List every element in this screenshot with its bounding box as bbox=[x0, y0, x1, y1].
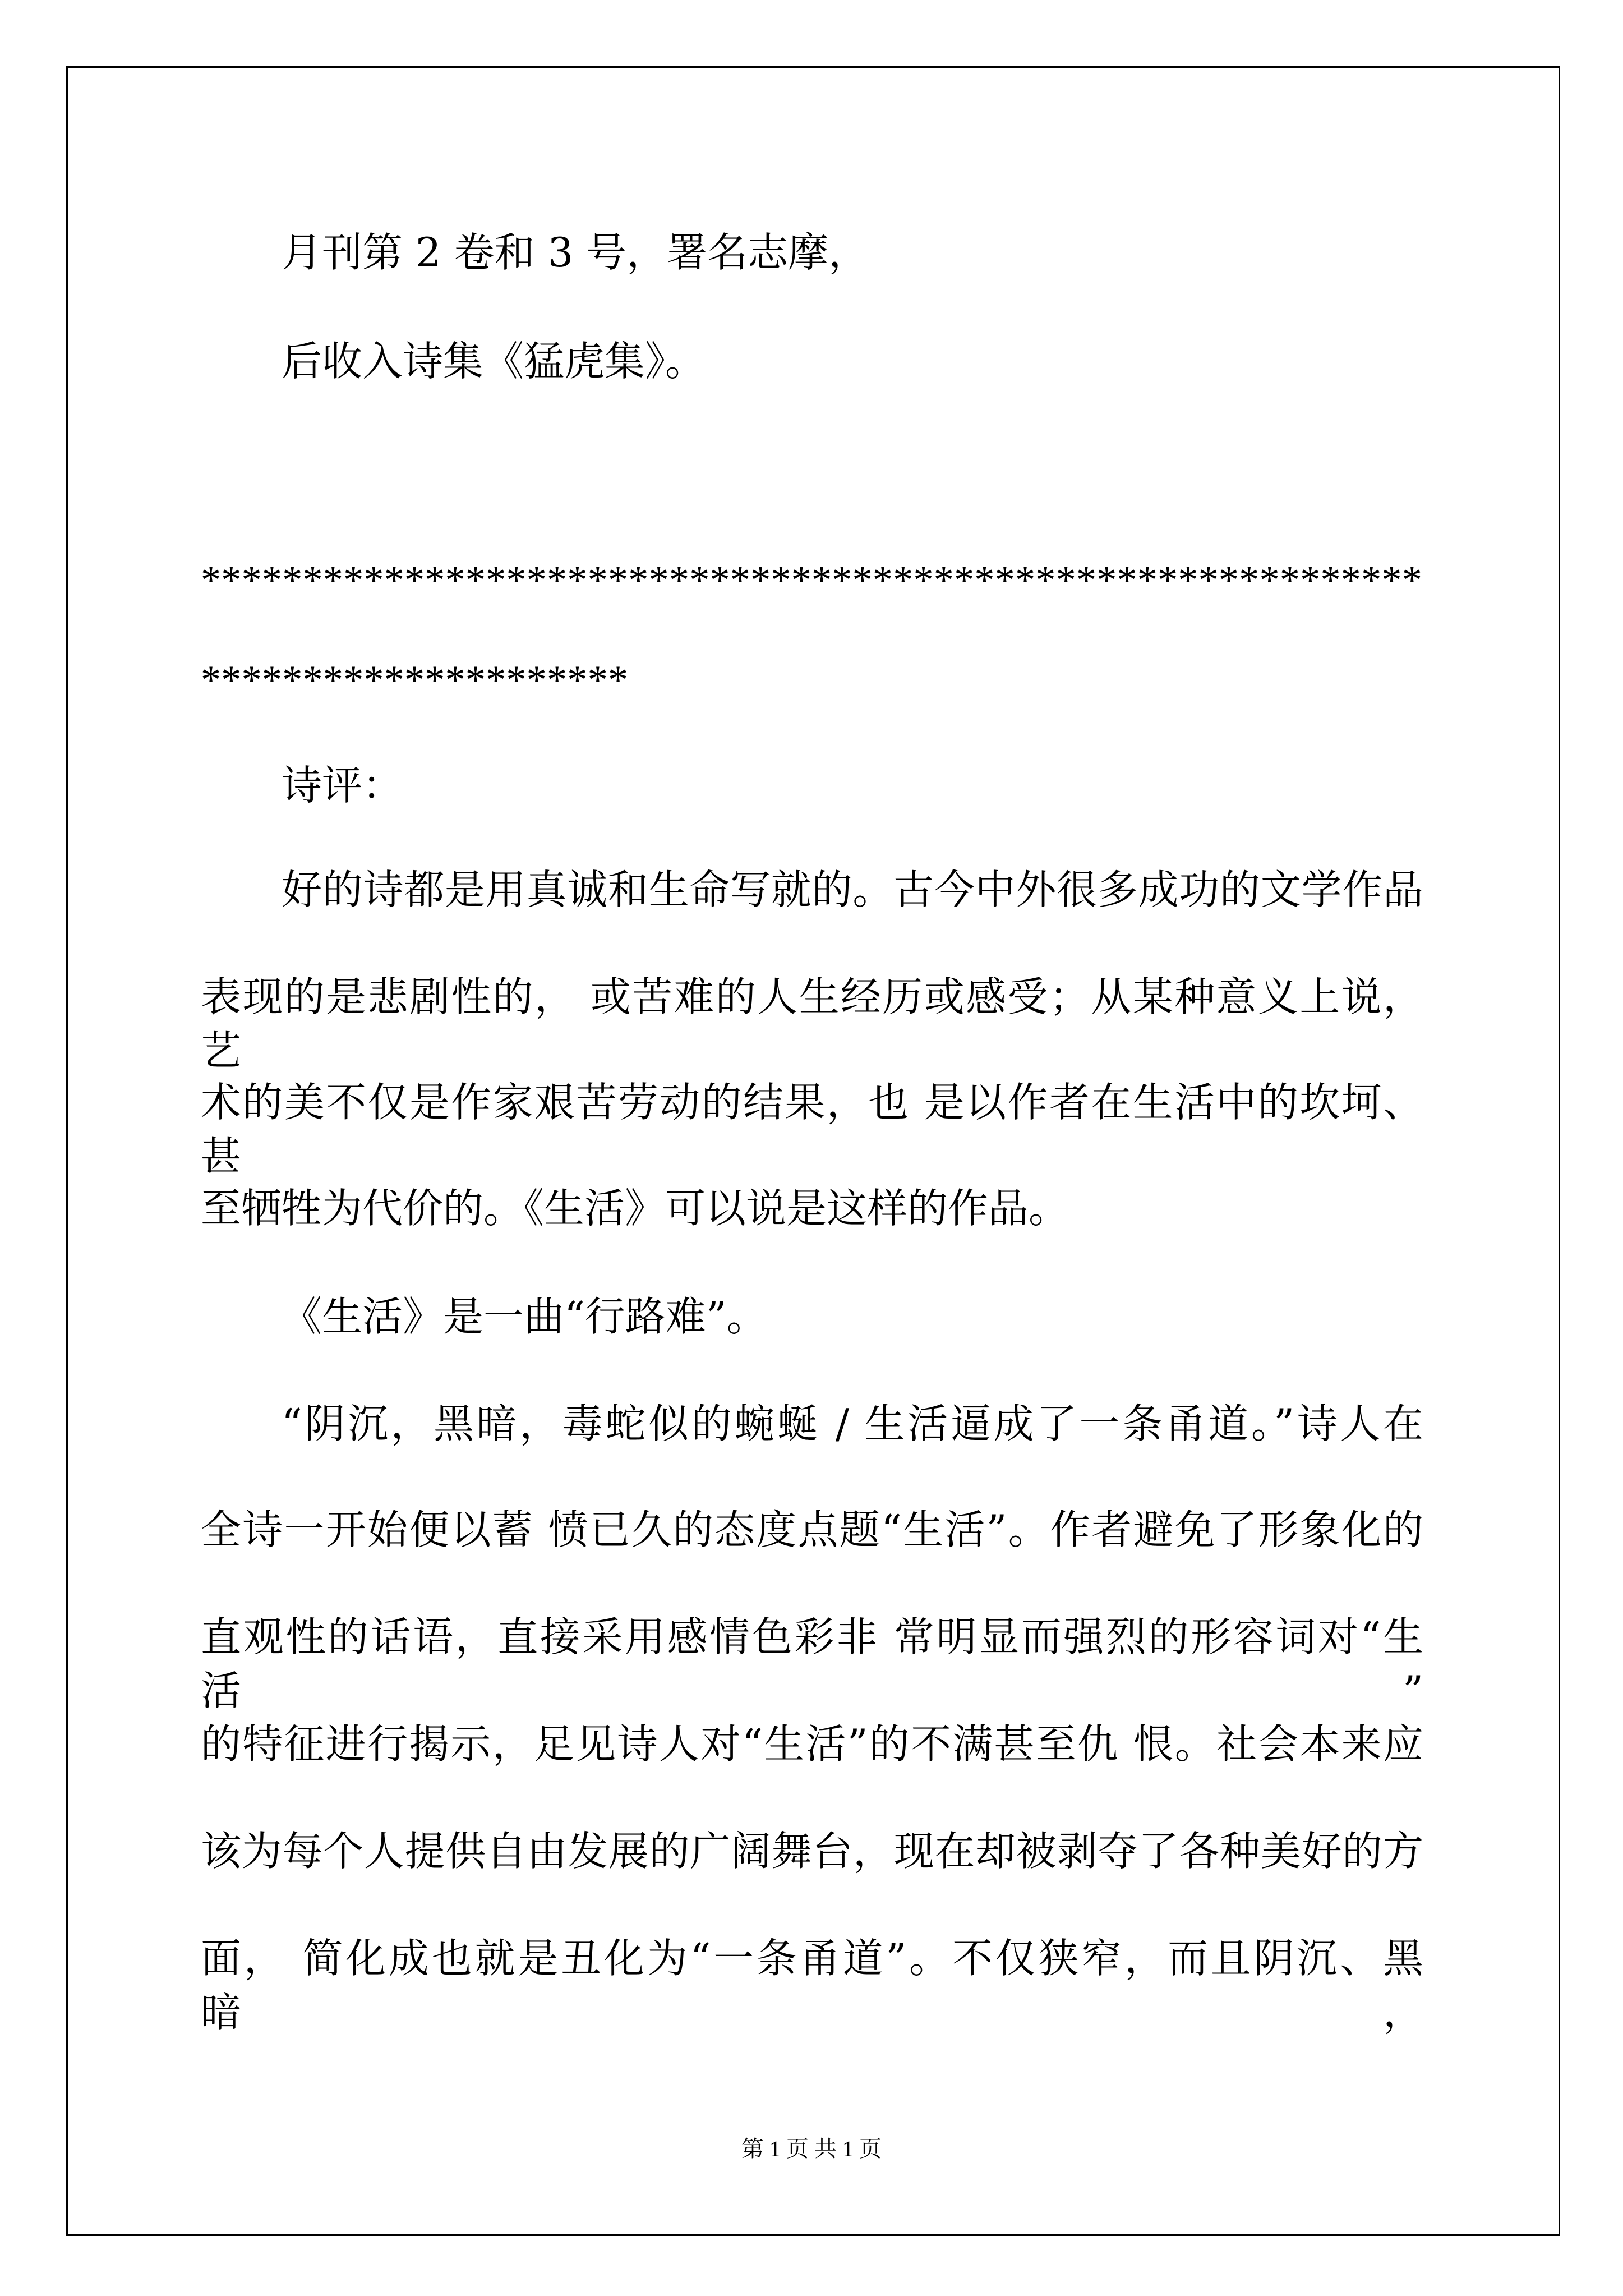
text-line: 《生活》是一曲“行路难”。 bbox=[282, 1293, 767, 1340]
text-line: 术的美不仅是作家艰苦劳动的结果，也 是以作者在生活中的坎坷、甚 bbox=[201, 1079, 1423, 1180]
text-line: 至牺牲为代价的。《生活》可以说是这样的作品。 bbox=[201, 1185, 1069, 1232]
text-line: 的特征进行揭示，足见诗人对“生活”的不满甚至仇 恨。社会本来应 bbox=[201, 1720, 1423, 1768]
section-heading-poem-review: 诗评： bbox=[282, 762, 403, 809]
separator-stars-line-2: ********************* bbox=[201, 657, 629, 702]
text-line: 全诗一开始便以蓄 愤已久的态度点题“生活”。作者避免了形象化的 bbox=[201, 1506, 1423, 1553]
text-line: 直观性的话语，直接采用感情色彩非 常明显而强烈的形容词对“生活” bbox=[201, 1613, 1423, 1714]
text-line: 好的诗都是用真诚和生命写就的。古今中外很多成功的文学作品 bbox=[282, 866, 1423, 913]
text-line: 该为每个人提供自由发展的广阔舞台，现在却被剥夺了各种美好的方 bbox=[201, 1828, 1423, 1875]
page-border bbox=[66, 66, 1560, 2236]
separator-stars-line-1: ************************************************************ bbox=[201, 558, 1422, 602]
text-line: “阴沉，黑暗，毒蛇似的蜿蜒 / 生活逼成了一条甬道。”诗人在 bbox=[282, 1400, 1423, 1447]
text-line: 面， 简化成也就是丑化为“一条甬道”。不仅狭窄，而且阴沉、黑暗， bbox=[201, 1935, 1423, 2036]
text-line-publication: 月刊第 2 卷和 3 号，署名志摩， bbox=[282, 229, 869, 276]
text-line: 表现的是悲剧性的， 或苦难的人生经历或感受；从某种意义上说，艺 bbox=[201, 973, 1423, 1074]
text-line-collection: 后收入诗集《猛虎集》。 bbox=[282, 338, 706, 385]
page-footer: 第 1 页 共 1 页 bbox=[741, 2136, 882, 2161]
